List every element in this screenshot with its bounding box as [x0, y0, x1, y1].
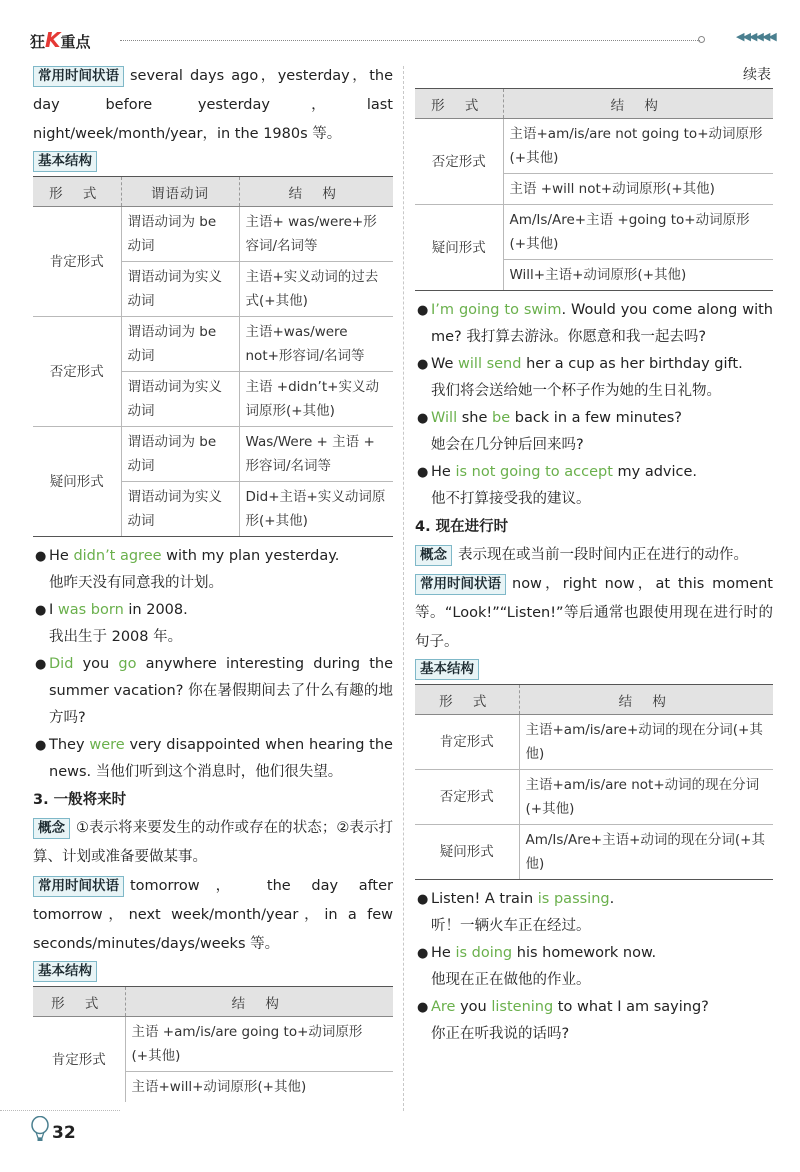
footer-line — [0, 1110, 120, 1111]
structure-tag: 基本结构 — [33, 961, 97, 982]
table-header: 谓语动词 — [121, 177, 239, 207]
table-header: 形 式 — [33, 987, 125, 1017]
continued-label: 续表 — [743, 67, 771, 83]
column-divider — [403, 66, 404, 1111]
table-row: 谓语动词为实义动词 主语 +didn’t+实义动词原形(+其他) — [33, 372, 393, 427]
table-header: 结 构 — [239, 177, 393, 207]
table-header: 形 式 — [415, 685, 519, 715]
table-row: 谓语动词为实义动词 主语+实义动词的过去式(+其他) — [33, 262, 393, 317]
example-item: ● Listen! A train is passing. 听！一辆火车正在经过。 — [417, 891, 615, 934]
section-title: 3. 一般将来时 — [33, 792, 127, 808]
concept-paragraph: 概念 表示现在或当前一段时间内正在进行的动作。 — [415, 541, 773, 570]
header-dotted-line — [120, 40, 700, 41]
adverbials-tag: 常用时间状语 — [33, 66, 124, 87]
table-row: Will+主语+动词原形(+其他) — [415, 260, 773, 291]
section-title: 4. 现在进行时 — [415, 519, 509, 535]
concept-tag: 概念 — [415, 545, 452, 566]
concept-tag: 概念 — [33, 818, 70, 839]
future-tense-table — [33, 986, 393, 1102]
adverbials-tag: 常用时间状语 — [415, 574, 506, 595]
page-number: 32 — [52, 1123, 76, 1143]
table-row: 疑问形式 Am/Is/Are+主语 +going to+动词原形(+其他) — [415, 205, 773, 260]
table-row: 主语+will+动词原形(+其他) — [33, 1072, 393, 1103]
table-row: 肯定形式 谓语动词为 be 动词 主语+ was/were+形容词/名词等 — [33, 207, 393, 262]
table-header: 结 构 — [503, 89, 773, 119]
example-item: ● They were very disappointed when hearing the news. 当他们听到这个消息时，他们很失望。 — [35, 737, 393, 780]
table-row: 疑问形式 Am/Is/Are+主语+动词的现在分词(+其他) — [415, 825, 773, 880]
example-item: ● He is doing his homework now. 他现在正在做他的作业。 — [417, 945, 657, 988]
right-column — [415, 62, 773, 1048]
future-tense-table-continued — [415, 88, 773, 291]
example-item: ● He is not going to accept my advice. 他不打算接受我的建议。 — [417, 464, 698, 507]
header-dot-icon — [698, 36, 705, 43]
page-header — [30, 28, 782, 52]
left-column — [33, 62, 393, 1108]
adverbials-paragraph: 常用时间状语 tomorrow， the day after tomorrow，next week/month/year，in a few seconds/minutes/days/weeks 等。 — [33, 878, 393, 952]
table-header: 形 式 — [415, 89, 503, 119]
arrows-icon: ◀◀◀◀◀◀ — [736, 30, 775, 43]
structure-tag: 基本结构 — [415, 659, 479, 680]
table-header: 结 构 — [519, 685, 773, 715]
adverbials-tag: 常用时间状语 — [33, 876, 124, 897]
adverbials-paragraph: 常用时间状语 now，right now，at this moment 等。“Look!”“Listen!”等后通常也跟使用现在进行时的句子。 — [415, 576, 773, 650]
table-row: 否定形式 主语+am/is/are not+动词的现在分词(+其他) — [415, 770, 773, 825]
table-header: 结 构 — [125, 987, 393, 1017]
example-item: ● Did you go anywhere interesting during the summer vacation? 你在暑假期间去了什么有趣的地方吗? — [35, 656, 393, 726]
structure-tag: 基本结构 — [33, 151, 97, 172]
example-item: ● Will she be back in a few minutes? 她会在几分钟后回来吗? — [417, 410, 683, 453]
example-item: ● I was born in 2008. 我出生于 2008 年。 — [35, 602, 188, 645]
table-row: 肯定形式 主语 +am/is/are going to+动词原形(+其他) — [33, 1017, 393, 1072]
logo: 狂K重点 — [30, 28, 91, 52]
present-continuous-table — [415, 684, 773, 880]
table-row: 主语 +will not+动词原形(+其他) — [415, 174, 773, 205]
table-row: 否定形式 主语+am/is/are not going to+动词原形(+其他) — [415, 119, 773, 174]
balloon-icon — [30, 1116, 50, 1142]
table-row: 谓语动词为实义动词 Did+主语+实义动词原形(+其他) — [33, 482, 393, 537]
example-item: ● He didn’t agree with my plan yesterday. 他昨天没有同意我的计划。 — [35, 548, 340, 591]
concept-paragraph: 概念 ①表示将来要发生的动作或存在的状态；②表示打算、计划或准备要做某事。 — [33, 820, 393, 865]
table-row: 肯定形式 主语+am/is/are+动词的现在分词(+其他) — [415, 715, 773, 770]
table-row: 否定形式 谓语动词为 be 动词 主语+was/were not+形容词/名词等 — [33, 317, 393, 372]
example-item: ● I’m going to swim. Would you come along with me? 我打算去游泳。你愿意和我一起去吗? — [417, 302, 773, 345]
adverbials-paragraph: 常用时间状语 several days ago，yesterday，the day before yesterday，last night/week/month/year，in the 1980s 等。 — [33, 68, 393, 142]
past-tense-table — [33, 176, 393, 537]
table-header: 形 式 — [33, 177, 121, 207]
example-item: ● Are you listening to what I am saying? 你正在听我说的话吗? — [417, 999, 709, 1042]
table-row: 疑问形式 谓语动词为 be 动词 Was/Were + 主语 + 形容词/名词等 — [33, 427, 393, 482]
example-item: ● We will send her a cup as her birthday gift. 我们将会送给她一个杯子作为她的生日礼物。 — [417, 356, 743, 399]
